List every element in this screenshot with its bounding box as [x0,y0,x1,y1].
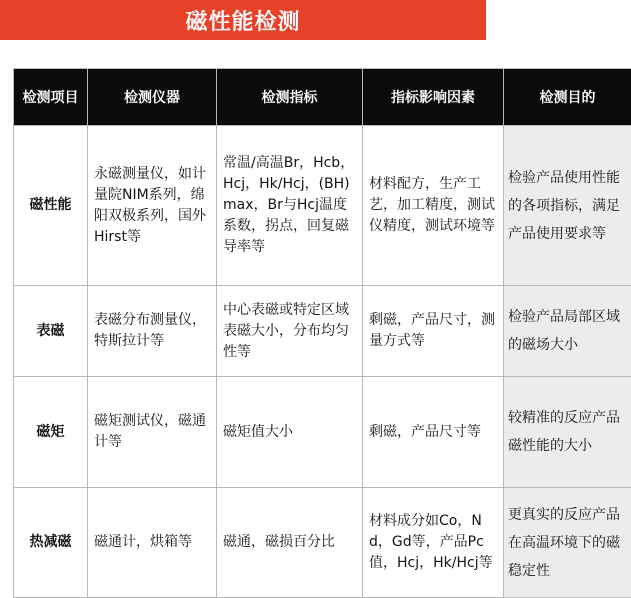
cell-factors: 剩磁，产品尺寸等 [363,377,504,488]
cell-purpose: 更真实的反应产品在高温环境下的磁稳定性 [504,488,631,598]
cell-item: 磁矩 [14,377,88,488]
table-row [14,286,631,377]
magnetic-testing-table [13,68,631,598]
cell-instrument: 磁通计，烘箱等 [88,488,217,598]
cell-factors: 材料配方，生产工艺，加工精度，测试仪精度，测试环境等 [363,126,504,286]
table-row [14,126,631,286]
header-test-item: 检测项目 [14,69,88,126]
cell-purpose: 检验产品局部区域的磁场大小 [504,286,631,377]
cell-item: 磁性能 [14,126,88,286]
cell-indicator: 常温/高温Br，Hcb，Hcj，Hk/Hcj，(BH)max，Br与Hcj温度系数，拐点，回复磁导率等 [217,126,363,286]
header-indicator: 检测指标 [217,69,363,126]
cell-instrument: 永磁测量仪，如计量院NIM系列，绵阳双极系列，国外Hirst等 [88,126,217,286]
cell-indicator: 磁通，磁损百分比 [217,488,363,598]
cell-indicator: 中心表磁或特定区域表磁大小，分布均匀性等 [217,286,363,377]
header-factors: 指标影响因素 [363,69,504,126]
cell-instrument: 磁矩测试仪，磁通计等 [88,377,217,488]
header-instrument: 检测仪器 [88,69,217,126]
page-title: 磁性能检测 [185,5,300,36]
cell-purpose: 较精准的反应产品磁性能的大小 [504,377,631,488]
cell-indicator: 磁矩值大小 [217,377,363,488]
cell-factors: 剩磁，产品尺寸，测量方式等 [363,286,504,377]
table-header-row [14,69,631,126]
cell-purpose: 检验产品使用性能的各项指标，满足产品使用要求等 [504,126,631,286]
table-row [14,488,631,598]
cell-item: 热减磁 [14,488,88,598]
cell-factors: 材料成分如Co，Nd，Gd等，产品Pc值，Hcj，Hk/Hcj等 [363,488,504,598]
page-title-banner [0,0,486,40]
cell-instrument: 表磁分布测量仪，特斯拉计等 [88,286,217,377]
header-purpose: 检测目的 [504,69,631,126]
cell-item: 表磁 [14,286,88,377]
table-row [14,377,631,488]
